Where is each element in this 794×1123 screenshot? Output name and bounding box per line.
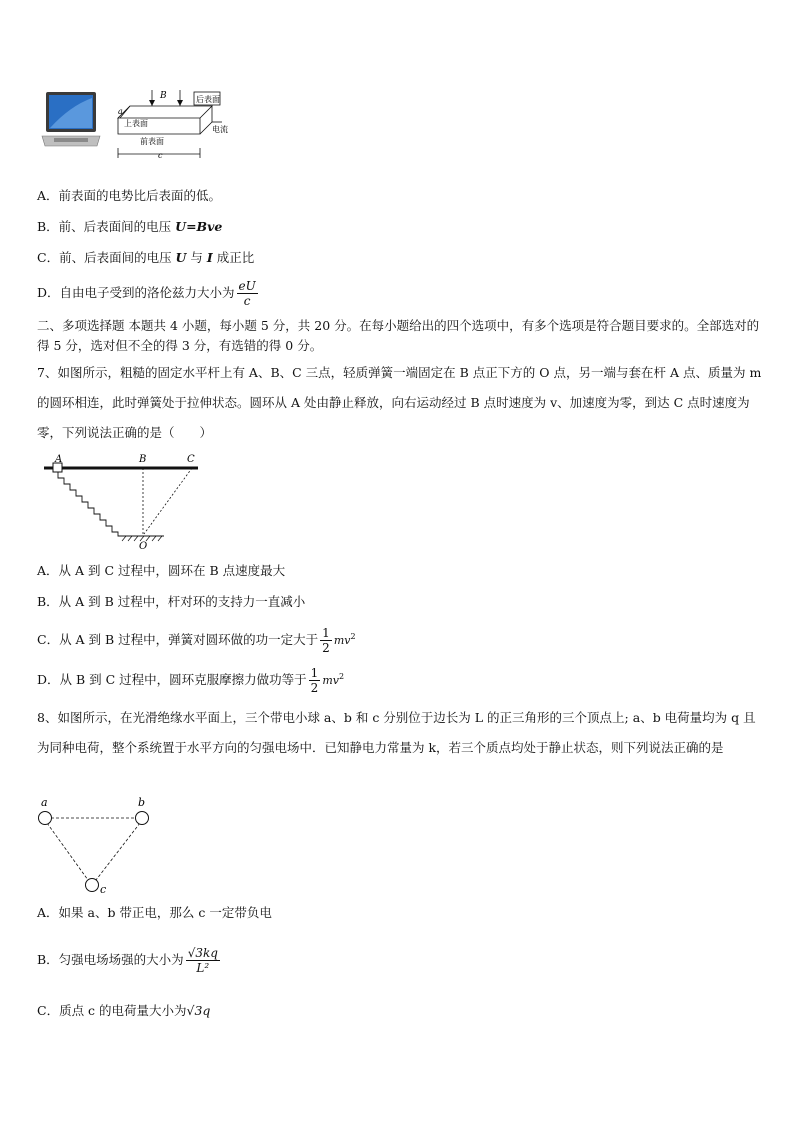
q8-option-b: B．匀强电场场强的大小为 $\frac{√3kq}{\text{L²}}$ bbox=[37, 946, 218, 975]
laptop-icon bbox=[42, 92, 100, 146]
label-B: B bbox=[160, 91, 167, 101]
q6-option-b: B．前、后表面间的电压 U=Bve bbox=[37, 219, 223, 234]
q7-option-c: C．从 A 到 B 过程中，弹簧对圆环做的功一定大于 $\frac{1}{2}$ $mv^2$ bbox=[37, 626, 356, 656]
fig-label-c: c bbox=[100, 883, 107, 896]
q7-option-a: A．从 A 到 C 过程中，圆环在 B 点速度最大 bbox=[37, 563, 286, 578]
label-a: a bbox=[118, 107, 123, 116]
q7-option-d: D．从 B 到 C 过程中，圆环克服摩擦力做功等于 $\frac{1}{2}$ $mv^2$ bbox=[37, 666, 345, 696]
fraction-eU-c: $\frac{eU}{c}$ bbox=[238, 279, 256, 308]
fig-label-B: B bbox=[139, 454, 147, 465]
fraction-sqrt3kq-L2: $\frac{√3kq}{\text{L²}}$ bbox=[187, 946, 218, 975]
q7-figure bbox=[40, 450, 205, 550]
fig-label-A: A bbox=[55, 454, 63, 465]
label-front-surface: 前表面 bbox=[140, 137, 164, 146]
fig-label-C: C bbox=[187, 454, 195, 465]
q7-option-b: B．从 A 到 B 过程中，杆对环的支持力一直减小 bbox=[37, 594, 306, 609]
q6-option-a: A．前表面的电势比后表面的低。 bbox=[37, 188, 222, 203]
q7-stem: 7、如图所示，粗糙的固定水平杆上有 A、B、C 三点，轻质弹簧一端固定在 B 点正下方的 O 点，另一端与套在杆 A 点、质量为 m 的圆环相连，此时弹簧处于拉伸状态。圆环从 A 处由静止释放，向右运动经过 B 点时速度为 v、加速度为零，到达 C 点时速度为零，下列说法正确的是（ ） bbox=[37, 365, 762, 440]
q8-figure bbox=[34, 794, 164, 896]
q6-option-d: D．自由电子受到的洛伦兹力大小为 $\frac{eU}{c}$ bbox=[37, 279, 256, 308]
section-2-header: 二、多项选择题 本题共 4 小题，每小题 5 分，共 20 分。在每小题给出的四个选项中，有多个选项是符合题目要求的。全部选对的得 5 分，选对但不全的得 3 分，有选错的得 0 分。 bbox=[37, 318, 760, 353]
label-current: 电流 bbox=[212, 125, 228, 134]
hall-effect-figure bbox=[40, 86, 240, 166]
fig-label-b: b bbox=[138, 796, 146, 809]
label-back-surface: 后表面 bbox=[196, 95, 220, 104]
label-top-surface: 上表面 bbox=[124, 119, 148, 128]
q8-option-c: C．质点 c 的电荷量大小为√3q bbox=[37, 1003, 211, 1018]
fig-label-O: O bbox=[139, 541, 148, 550]
fig-label-a: a bbox=[41, 796, 48, 809]
q8-option-a: A．如果 a、b 带正电，那么 c 一定带负电 bbox=[37, 905, 272, 920]
q6-option-c: C．前、后表面间的电压 U 与 I 成正比 bbox=[37, 250, 255, 265]
label-c: c bbox=[158, 151, 163, 160]
q8-stem: 8、如图所示，在光滑绝缘水平面上，三个带电小球 a、b 和 c 分别位于边长为 L 的正三角形的三个顶点上; a、b 电荷量均为 q 且为同种电荷，整个系统置于水平方向的匀强电场中．已知静电力常量为 k，若三个质点均处于静止状态，则下列说法正确的是 bbox=[37, 710, 756, 755]
